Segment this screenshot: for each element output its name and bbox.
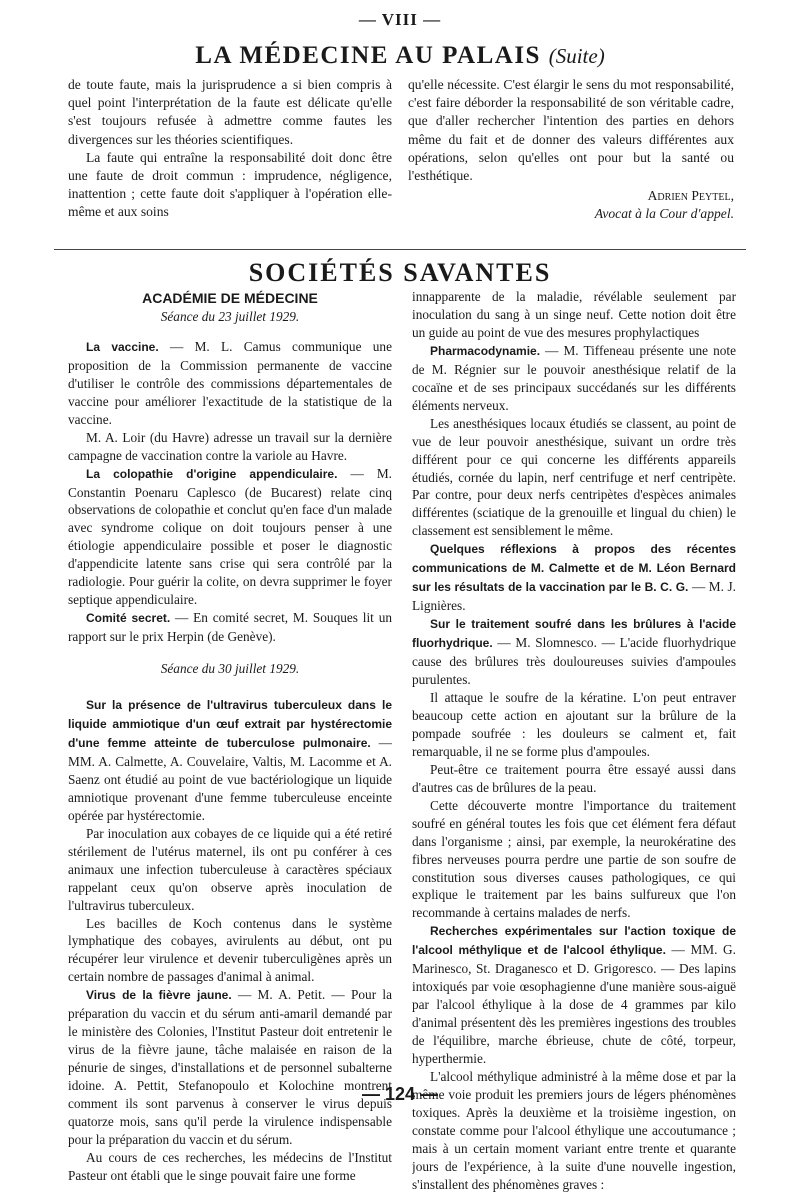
item-text: — M. A. Petit. — Pour la préparation du vaccin et du sérum anti-amaril demandé par le ministère des Colonies, l'Institut Pasteur doit entretenir le virus de la fièvre jaune, tâche malaisée en raison de la pénurie de singes, d'installations et de personnel subalterne idoine. A. Pettit, Stefanopoulo et Kolochine montrent comment ils sont parvenus à conserver le virus depuis quatorze mois, sans qu'il perde la virulence indispensable pour la préparation du vaccin et du sérum. — [68, 987, 392, 1147]
paragraph: La faute qui entraîne la responsabilité doit donc être une faute de droit commun : imprudence, négligence, inattention ; cette faute doit s'appliquer à l'opération elle-même et aux soins — [68, 149, 392, 220]
paragraph: L'alcool méthylique administré à la même dose et par la même voie produit les premiers jours de légers phénomènes toxiques. Après la deuxième et la troisième ingestion, on constate comme pour l'alcool éthylique une accoutumance ; mais à un certain moment variant entre trente et quarante jours de l'expérience, à la suite d'une nouvelle ingestion, s'installent des phénomènes graves : — [412, 1068, 736, 1192]
item-text: — M. Tiffeneau présente une note de M. Régnier sur le pouvoir anesthésique relatif de la cocaïne et de ses principaux succédanés sur les différents éléments nerveux. — [412, 342, 736, 413]
section-title-medecine-au-palais — [0, 42, 800, 70]
section-title-suite: (Suite) — [548, 44, 605, 68]
paragraph: Les bacilles de Koch contenus dans le système lymphatique des cobayes, avirulents au début, ont pu récupérer leur virulence et devenir tuberculigènes après un certain nombre de passages d'animal à animal. — [68, 915, 392, 985]
paragraph — [68, 609, 392, 646]
item-heading: Comité secret. — [86, 611, 171, 626]
item-text: — MM. G. Marinesco, St. Draganesco et D. Grigoresco. — Des lapins intoxiqués par voie œsophagienne d'une manière sous-aiguë par l'alcool éthylique à la dose de 4 grammes par kilo d'animal présentent dès les premières ingestions des troubles de l'équilibre, marche ébrieuse, chute de côté, torpeur, hyperthermie. — [412, 942, 736, 1067]
author-signature: Adrien Peytel, — [647, 188, 734, 204]
page-number-roman: — VIII — — [358, 10, 442, 29]
item-heading: Pharmacodynamie. — [430, 343, 541, 358]
paragraph: Cette découverte montre l'importance du traitement soufré en général toutes les fois que cet élément fera défaut dans l'organisme ; ainsi, par exemple, la neurokératine des fibres nerveuses pourra perdre une partie de son soufre de constitution sous diverses causes pathologiques, ce qui explique le traitement par les bains sulfureux que l'on recommande à certains malades de nerfs. — [412, 797, 736, 921]
item-text: — En comité secret, M. Souques lit un rapport sur le prix Herpin (de Genève). — [68, 610, 392, 645]
item-heading: La vaccine. — [86, 339, 159, 354]
page-number: — 124 — — [361, 1084, 439, 1104]
item-heading: Virus de la fièvre jaune. — [86, 988, 232, 1003]
paragraph — [68, 696, 392, 825]
item-text: — M. J. Lignières. — [412, 579, 736, 614]
item-heading: Quelques réflexions à propos des récentes communications de M. Calmette et de M. Léon Bernard sur les résultats de la vaccination par le B. C. G. — [412, 542, 736, 595]
item-text: — M. Constantin Poenaru Caplesco (de Bucarest) relate cinq observations de colopathie et conclut qu'en face d'un malade avec syndrome colique on doit toujours penser à une étiologie appendiculaire possible et poser le diagnostic d'appendicite latente sans crise qui sera contrôlé par la radiologie. Pour guérir la colite, on devra supprimer le foyer septique appendiculaire. — [68, 465, 392, 608]
paragraph — [68, 465, 392, 610]
paragraph — [68, 338, 392, 429]
palais-left-column — [68, 76, 392, 222]
item-text: — M. Slomnesco. — L'acide fluorhydrique cause des brûlures très douloureuses suivies d'ampoules purulentes. — [412, 635, 736, 688]
author-role: Avocat à la Cour d'appel. — [594, 206, 734, 222]
paragraph — [412, 540, 736, 615]
item-heading: La colopathie d'origine appendiculaire. — [86, 466, 338, 481]
session-date: Séance du 23 juillet 1929. — [160, 308, 300, 324]
paragraph — [412, 922, 736, 1068]
item-heading: Recherches expérimentales sur l'action toxique de l'alcool méthylique et de l'alcool éthylique. — [412, 924, 736, 958]
paragraph: M. A. Loir (du Havre) adresse un travail sur la dernière campagne de vaccination contre la variole au Havre. — [68, 429, 392, 463]
paragraph: Au cours de ces recherches, les médecins de l'Institut Pasteur ont établi que le singe pouvait faire une forme — [68, 1149, 392, 1183]
societes-right-column — [412, 288, 736, 1194]
item-heading: Sur le traitement soufré dans les brûlures à l'acide fluorhydrique. — [412, 617, 736, 651]
item-text: — MM. A. Calmette, A. Couvelaire, Valtis, M. Lacomme et A. Saenz ont étudié au point de vue bactériologique un liquide amniotique provenant d'une femme tuberculeuse enceinte opérée par hystérectomie. — [68, 734, 392, 823]
paragraph: innapparente de la maladie, révélable seulement par inoculation du sang à un singe neuf. Cette notion doit être un guide au point de vue des mesures prophylactiques — [412, 289, 736, 340]
paragraph — [68, 986, 392, 1149]
paragraph: Les anesthésiques locaux étudiés se classent, au point de vue de leur pouvoir anesthésique, suivant un ordre très différent pour ce qui concerne les différents appareils étudiés, cornée du lapin, nerf centrifuge et nerf centripète. Par contre, pour deux nerfs centripètes d'espèces animales différentes (sciatique de la grenouille et lingual du chien) le classement est sensiblement le même. — [412, 415, 736, 539]
paragraph: Peut-être ce traitement pourra être essayé aussi dans d'autres cas de brûlures de la peau. — [412, 761, 736, 795]
academy-heading: ACADÉMIE DE MÉDECINE — [142, 290, 318, 306]
section-divider — [54, 249, 746, 250]
item-heading: Sur la présence de l'ultravirus tuberculeux dans le liquide ammiotique d'un œuf extrait par hystérectomie d'une femme atteinte de tuberculose pulmonaire. — [68, 698, 392, 750]
societes-left-column — [68, 288, 392, 1185]
section-title-text: LA MÉDECINE AU PALAIS — [195, 42, 541, 69]
paragraph: Par inoculation aux cobayes de ce liquide qui a été retiré stérilement de l'utérus maternel, ils ont pu conférer à ces animaux une infection tuberculeuse à caractères spéciaux rappelant ceux qu'on observe après inoculation de l'ultravirus tuberculeux. — [68, 825, 392, 913]
paragraph: qu'elle nécessite. C'est élargir le sens du mot responsabilité, c'est faire déborder la responsabilité de son véritable cadre, que d'aller rechercher l'intention des parties en dehors même du fait et de donner des valeurs différentes aux opérations, selon qu'elles ont pour but la santé ou l'esthétique. — [408, 77, 734, 184]
palais-right-column — [408, 76, 734, 224]
session-date: Séance du 30 juillet 1929. — [160, 661, 300, 677]
paragraph — [412, 342, 736, 415]
paragraph: Il attaque le soufre de la kératine. L'on peut entraver beaucoup cette action en ajoutant sur la brûlure de la pompade soufrée : les douleurs se calment et, fait remarquable, il ne se forme plus d'ampoules. — [412, 689, 736, 759]
item-text: — M. L. Camus communique une proposition de la Commission permanente de vaccine d'utiliser le contrôle des commissions départementales de vaccine pour améliorer l'exactitude de la statistique de la vaccine. — [68, 338, 392, 427]
paragraph: de toute faute, mais la jurisprudence a si bien compris à quel point l'interprétation de la faute est délicate qu'elle s'est toujours refusée à admettre comme fautes les divergences sur les théories scientifiques. — [68, 77, 392, 147]
section-title-societes-savantes: SOCIÉTÉS SAVANTES — [248, 258, 552, 287]
paragraph — [412, 615, 736, 689]
